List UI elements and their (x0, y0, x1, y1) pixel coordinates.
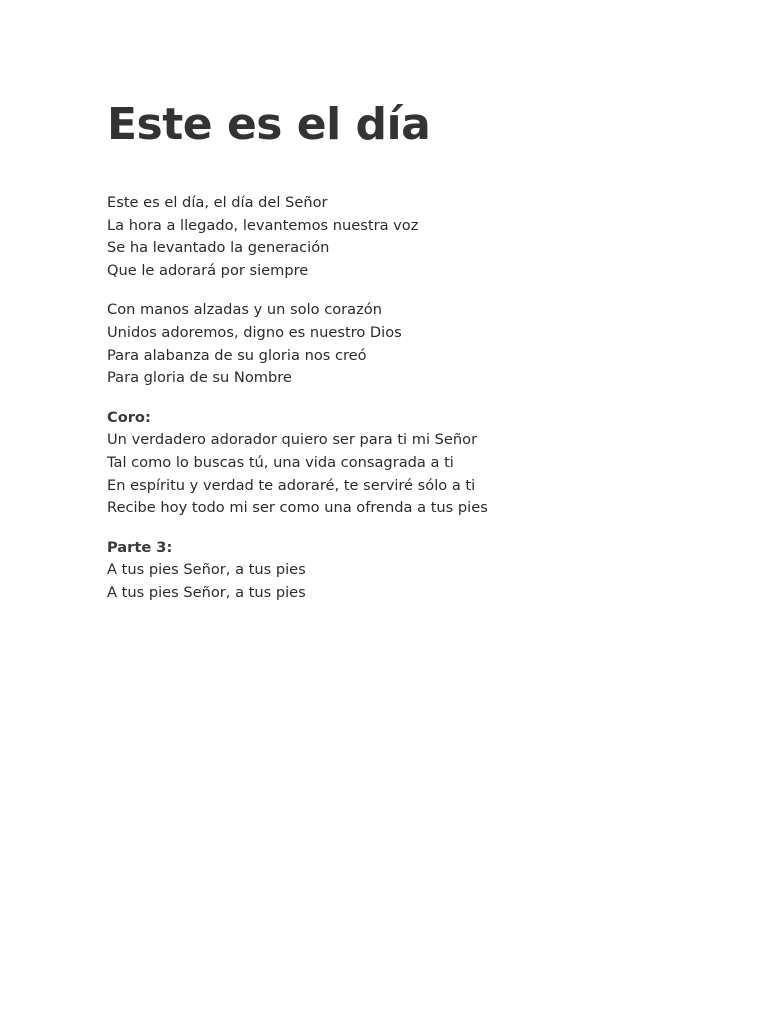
lyric-line: Se ha levantado la generación (107, 239, 330, 257)
song-title: Este es el día (107, 99, 431, 150)
lyric-line: Con manos alzadas y un solo corazón (107, 301, 382, 319)
lyric-line: Unidos adoremos, digno es nuestro Dios (107, 323, 402, 341)
document-page (107, 96, 727, 622)
part-3-label: Parte 3: (107, 538, 173, 556)
lyric-line: Que le adorará por siempre (107, 261, 309, 279)
lyrics (107, 192, 727, 605)
lyric-line: Recibe hoy todo mi ser como una ofrenda a tus pies (107, 499, 488, 517)
lyric-line: En espíritu y verdad te adoraré, te serviré sólo a ti (107, 476, 476, 494)
lyric-line: Un verdadero adorador quiero ser para ti mi Señor (107, 431, 478, 449)
lyric-line: Este es el día, el día del Señor (107, 194, 328, 211)
stanza-chorus (107, 407, 727, 520)
stanza-part-3 (107, 537, 727, 605)
lyric-line: A tus pies Señor, a tus pies (107, 583, 306, 601)
stanza-1 (107, 192, 727, 282)
stanza-2 (107, 299, 727, 389)
lyric-line: Para alabanza de su gloria nos creó (107, 346, 367, 364)
lyric-line: A tus pies Señor, a tus pies (107, 561, 306, 579)
lyric-line: Para gloria de su Nombre (107, 369, 292, 387)
chorus-label: Coro: (107, 408, 151, 426)
lyric-line: Tal como lo buscas tú, una vida consagrada a ti (107, 453, 454, 471)
lyric-line: La hora a llegado, levantemos nuestra voz (107, 216, 419, 234)
